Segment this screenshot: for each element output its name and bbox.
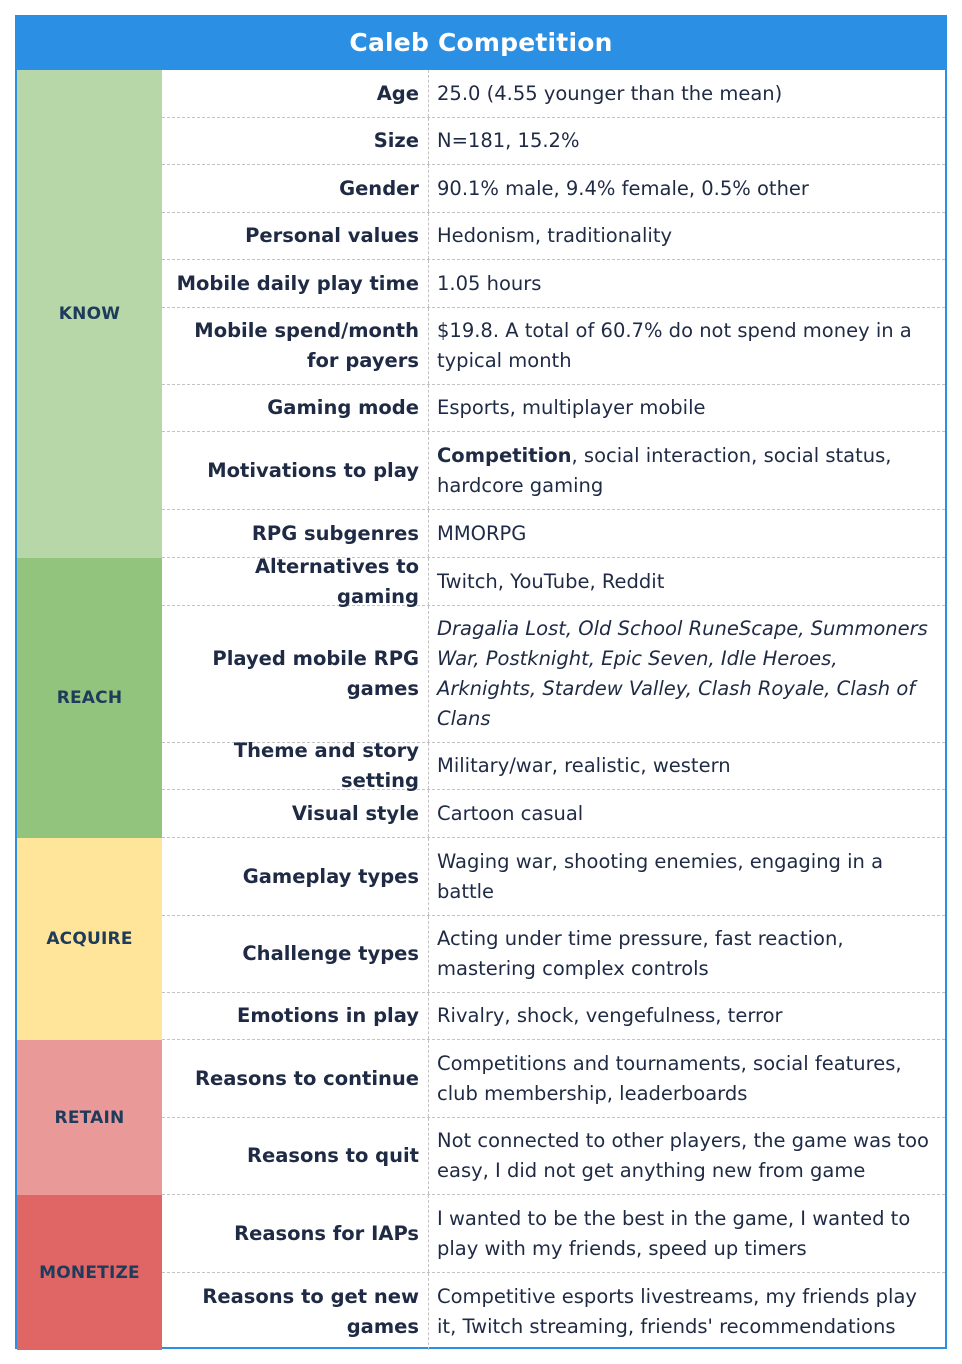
row-value (429, 432, 945, 509)
row-value: Acting under time pressure, fast reaction, mastering complex controls (437, 927, 844, 980)
row-value: Competitions and tournaments, social features, club membership, leaderboards (437, 1051, 902, 1105)
row-value: Hedonism, traditionality (437, 224, 673, 247)
row-label: Gender (162, 165, 429, 212)
table-row (162, 1040, 945, 1118)
row-value: Waging war, shooting enemies, engaging in a battle (437, 849, 884, 903)
row-value: Esports, multiplayer mobile (437, 396, 706, 419)
table-row (162, 165, 945, 213)
row-value: Not connected to other players, the game was too easy, I did not get anything new from game (437, 1129, 929, 1182)
table-row (162, 213, 945, 260)
segment-card (15, 15, 947, 1349)
table-row (162, 1195, 945, 1273)
segment-grid (17, 70, 945, 1350)
table-row (162, 916, 945, 993)
row-label: Size (162, 118, 429, 164)
row-value: Twitch, YouTube, Reddit (437, 569, 665, 593)
row-label: Visual style (162, 790, 429, 837)
table-row (162, 790, 945, 838)
table-row (162, 70, 945, 118)
row-value: N=181, 15.2% (437, 129, 580, 152)
group-monetize: MONETIZE (17, 1195, 162, 1350)
table-row (162, 838, 945, 916)
table-row (162, 118, 945, 165)
table-row (162, 260, 945, 308)
row-label: Challenge types (162, 916, 429, 992)
row-value: Cartoon casual (437, 801, 584, 825)
value-highlight: Competition (437, 443, 572, 467)
row-value: Dragalia Lost, Old School RuneScape, Summoners War, Postknight, Epic Seven, Idle Heroes, Arknights, Stardew Valley, Clash Royale, Clash of Clans (437, 617, 928, 730)
row-value: 90.1% male, 9.4% female, 0.5% other (437, 176, 809, 200)
row-value: Competitive esports livestreams, my friends play it, Twitch streaming, friends' recommendations (437, 1284, 917, 1338)
row-label: Played mobile RPG games (162, 606, 429, 742)
group-acquire: ACQUIRE (17, 838, 162, 1040)
table-row (162, 993, 945, 1040)
table-row (162, 385, 945, 432)
row-label: Gaming mode (162, 385, 429, 431)
group-reach: REACH (17, 558, 162, 838)
group-know: KNOW (17, 70, 162, 558)
row-label: Reasons for IAPs (162, 1195, 429, 1272)
row-value: 25.0 (4.55 younger than the mean) (437, 81, 783, 105)
group-retain: RETAIN (17, 1040, 162, 1195)
card-title: Caleb Competition (17, 15, 945, 70)
table-row (162, 739, 945, 792)
row-label: RPG subgenres (162, 510, 429, 557)
table-row (162, 1118, 945, 1195)
row-label: Alternatives to gaming (162, 558, 429, 605)
row-label: Reasons to get new games (162, 1273, 429, 1350)
row-label: Emotions in play (162, 993, 429, 1039)
row-value: 1.05 hours (437, 271, 542, 295)
table-row (162, 1273, 945, 1350)
row-label: Reasons to continue (162, 1040, 429, 1117)
table-row (162, 308, 945, 385)
row-label: Reasons to quit (162, 1118, 429, 1194)
row-label: Gameplay types (162, 838, 429, 915)
table-row (162, 432, 945, 510)
row-label: Theme and story setting (162, 743, 429, 789)
row-label: Mobile spend/month for payers (162, 308, 429, 384)
row-label: Personal values (162, 213, 429, 259)
row-value: MMORPG (437, 521, 527, 545)
row-value: Military/war, realistic, western (437, 754, 731, 777)
row-label: Mobile daily play time (162, 260, 429, 307)
row-label: Motivations to play (162, 432, 429, 509)
table-row (162, 554, 945, 608)
row-value: I wanted to be the best in the game, I wanted to play with my friends, speed up timers (437, 1206, 911, 1260)
table-row (162, 606, 945, 743)
row-value: Rivalry, shock, vengefulness, terror (437, 1004, 783, 1027)
value-rest: , social interaction, social status, hardcore gaming (437, 443, 892, 497)
attribute-rows (162, 70, 945, 1350)
group-column (17, 70, 162, 1350)
row-value: $19.8. A total of 60.7% do not spend money in a typical month (437, 319, 912, 372)
row-label: Age (162, 70, 429, 117)
